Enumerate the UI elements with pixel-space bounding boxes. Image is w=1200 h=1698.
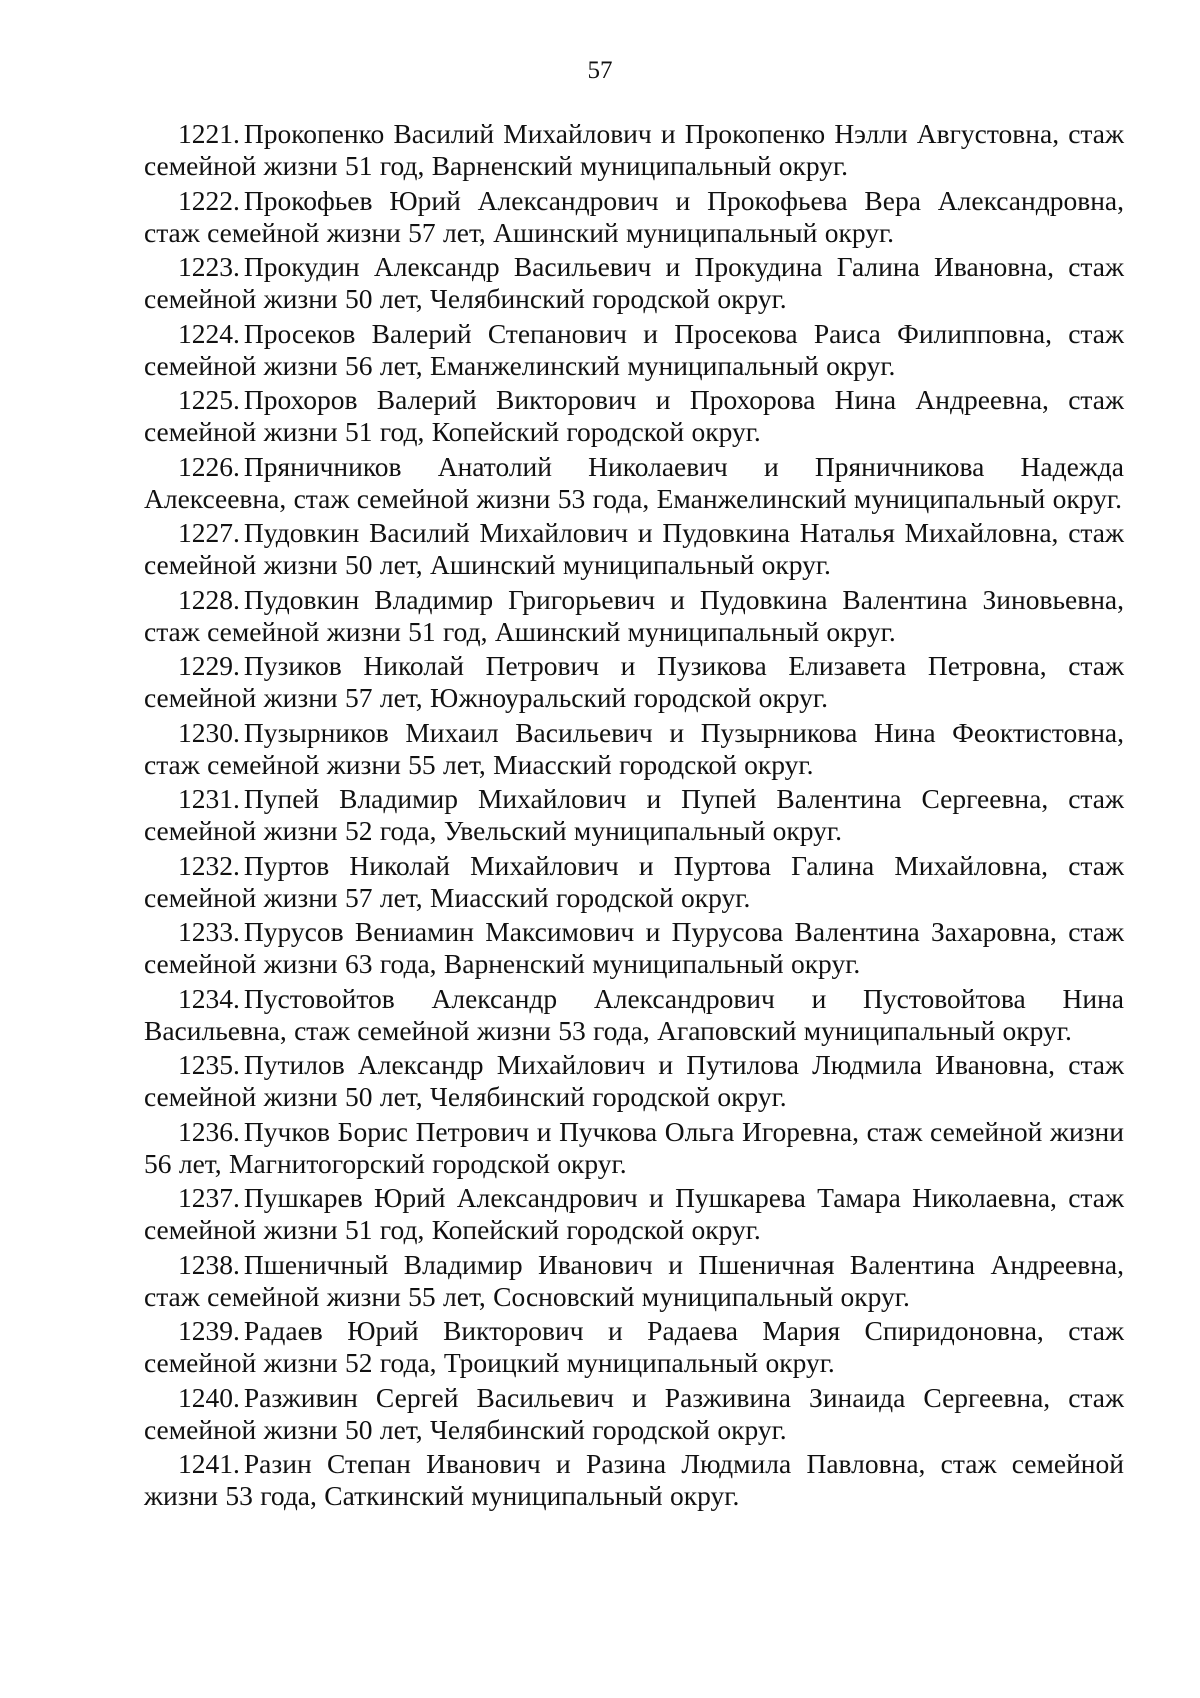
- entry-number: 1228.: [178, 583, 240, 615]
- list-item: [144, 1116, 1124, 1180]
- entry-number: 1221.: [178, 118, 240, 149]
- list-item: [144, 1448, 1124, 1512]
- entry-number: 1236.: [178, 1115, 240, 1147]
- list-item: [144, 451, 1124, 515]
- entry-text: Пупей Владимир Михайлович и Пупей Валентина Сергеевна, стаж семейной жизни 52 года, Увельский муниципальный округ.: [144, 783, 1124, 846]
- list-item: [144, 318, 1124, 382]
- entry-number: 1239.: [178, 1315, 240, 1346]
- entry-list: [144, 118, 1124, 1515]
- entry-text: Пушкарев Юрий Александрович и Пушкарева Тамара Николаевна, стаж семейной жизни 51 год, Копейский городской округ.: [144, 1182, 1124, 1245]
- entry-number: 1240.: [178, 1381, 240, 1413]
- list-item: [144, 118, 1124, 182]
- entry-number: 1232.: [178, 849, 240, 881]
- entry-number: 1229.: [178, 650, 240, 681]
- entry-text: Пряничников Анатолий Николаевич и Пряничникова Надежда Алексеевна, стаж семейной жизни 53 года, Еманжелинский муниципальный округ.: [144, 450, 1124, 514]
- entry-number: 1227.: [178, 517, 240, 548]
- entry-text: Разин Степан Иванович и Разина Людмила Павловна, стаж семейной жизни 53 года, Саткинский муниципальный округ.: [144, 1448, 1124, 1511]
- list-item: [144, 584, 1124, 648]
- list-item: [144, 783, 1124, 847]
- entry-text: Просеков Валерий Степанович и Просекова Раиса Филипповна, стаж семейной жизни 56 лет, Еманжелинский муниципальный округ.: [144, 317, 1124, 381]
- entry-text: Пуртов Николай Михайлович и Пуртова Галина Михайловна, стаж семейной жизни 57 лет, Миасский городской округ.: [144, 849, 1124, 913]
- list-item: [144, 384, 1124, 448]
- entry-number: 1226.: [178, 450, 240, 482]
- page-number: 57: [587, 57, 613, 84]
- entry-text: Прохоров Валерий Викторович и Прохорова Нина Андреевна, стаж семейной жизни 51 год, Копейский городской округ.: [144, 384, 1124, 447]
- list-item: [144, 1315, 1124, 1379]
- entry-number: 1241.: [178, 1448, 240, 1479]
- entry-number: 1222.: [178, 184, 240, 216]
- entry-text: Разживин Сергей Васильевич и Разживина Зинаида Сергеевна, стаж семейной жизни 50 лет, Челябинский городской округ.: [144, 1381, 1124, 1445]
- list-item: [144, 517, 1124, 581]
- list-item: [144, 1382, 1124, 1446]
- list-item: [144, 1049, 1124, 1113]
- entry-number: 1225.: [178, 384, 240, 415]
- entry-text: Пурусов Вениамин Максимович и Пурусова Валентина Захаровна, стаж семейной жизни 63 года, Варненский муниципальный округ.: [144, 916, 1124, 979]
- entry-text: Пузырников Михаил Васильевич и Пузырникова Нина Феоктистовна, стаж семейной жизни 55 лет, Миасский городской округ.: [144, 716, 1124, 780]
- entry-text: Пустовойтов Александр Александрович и Пустовойтова Нина Васильевна, стаж семейной жизни 53 года, Агаповский муниципальный округ.: [144, 982, 1124, 1046]
- list-item: [144, 850, 1124, 914]
- list-item: [144, 1249, 1124, 1313]
- entry-text: Радаев Юрий Викторович и Радаева Мария Спиридоновна, стаж семейной жизни 52 года, Троицкий муниципальный округ.: [144, 1315, 1124, 1378]
- entry-number: 1223.: [178, 251, 240, 282]
- entry-text: Пшеничный Владимир Иванович и Пшеничная Валентина Андреевна, стаж семейной жизни 55 лет, Сосновский муниципальный округ.: [144, 1248, 1124, 1312]
- entry-text: Путилов Александр Михайлович и Путилова Людмила Ивановна, стаж семейной жизни 50 лет, Челябинский городской округ.: [144, 1049, 1124, 1112]
- entry-number: 1224.: [178, 317, 240, 349]
- entry-text: Прокопенко Василий Михайлович и Прокопенко Нэлли Августовна, стаж семейной жизни 51 год, Варненский муниципальный округ.: [144, 118, 1124, 181]
- list-item: [144, 185, 1124, 249]
- entry-number: 1230.: [178, 716, 240, 748]
- list-item: [144, 916, 1124, 980]
- entry-text: Пудовкин Василий Михайлович и Пудовкина Наталья Михайловна, стаж семейной жизни 50 лет, Ашинский муниципальный округ.: [144, 517, 1124, 580]
- list-item: [144, 251, 1124, 315]
- entry-text: Пузиков Николай Петрович и Пузикова Елизавета Петровна, стаж семейной жизни 57 лет, Южноуральский городской округ.: [144, 650, 1124, 713]
- list-item: [144, 650, 1124, 714]
- entry-number: 1238.: [178, 1248, 240, 1280]
- list-item: [144, 983, 1124, 1047]
- entry-number: 1237.: [178, 1182, 240, 1213]
- list-item: [144, 1182, 1124, 1246]
- entry-text: Прокудин Александр Васильевич и Прокудина Галина Ивановна, стаж семейной жизни 50 лет, Челябинский городской округ.: [144, 251, 1124, 314]
- entry-number: 1231.: [178, 783, 240, 814]
- list-item: [144, 717, 1124, 781]
- entry-number: 1233.: [178, 916, 240, 947]
- entry-number: 1234.: [178, 982, 240, 1014]
- entry-text: Прокофьев Юрий Александрович и Прокофьева Вера Александровна, стаж семейной жизни 57 лет, Ашинский муниципальный округ.: [144, 184, 1124, 248]
- entry-text: Пудовкин Владимир Григорьевич и Пудовкина Валентина Зиновьевна, стаж семейной жизни 51 год, Ашинский муниципальный округ.: [144, 583, 1124, 647]
- entry-number: 1235.: [178, 1049, 240, 1080]
- entry-text: Пучков Борис Петрович и Пучкова Ольга Игоревна, стаж семейной жизни 56 лет, Магнитогорский городской округ.: [144, 1115, 1124, 1179]
